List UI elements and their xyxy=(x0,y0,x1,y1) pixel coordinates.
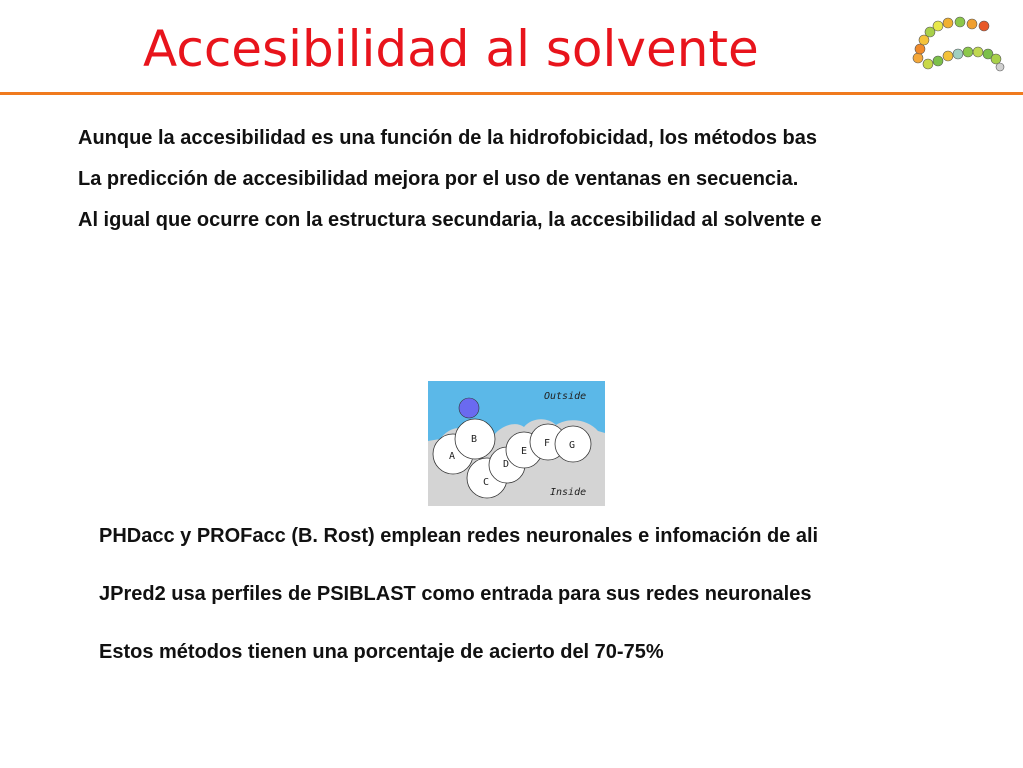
bullet-item: Aunque la accesibilidad es una función de la hidrofobicidad, los métodos bas xyxy=(78,127,818,149)
residue-label: C xyxy=(483,477,490,488)
residue-label: A xyxy=(449,451,456,462)
residue-label: G xyxy=(569,440,576,451)
solvent-accessibility-diagram xyxy=(428,381,605,506)
inside-label: Inside xyxy=(550,487,587,498)
amino-acid-chain-icon xyxy=(908,14,1010,80)
method-item: JPred2 usa perfiles de PSIBLAST como entrada para sus redes neuronales xyxy=(99,583,812,605)
methods-list xyxy=(99,520,1023,668)
title-divider xyxy=(0,92,1023,95)
residue-label: B xyxy=(471,434,478,445)
method-item: Estos métodos tienen una porcentaje de acierto del 70-75% xyxy=(99,641,664,663)
logo-chain xyxy=(913,17,1004,71)
bullet-list xyxy=(78,123,1023,246)
residue-label: D xyxy=(503,459,510,470)
solvent-probe xyxy=(459,398,479,418)
outside-label: Outside xyxy=(544,391,587,402)
bullet-item: Al igual que ocurre con la estructura secundaria, la accesibilidad al solvente e xyxy=(78,209,822,231)
residue-label: E xyxy=(521,446,528,457)
method-item: PHDacc y PROFacc (B. Rost) emplean redes neuronales e infomación de ali xyxy=(99,525,819,547)
residue-label: F xyxy=(544,438,551,449)
bullet-item: La predicción de accesibilidad mejora por el uso de ventanas en secuencia. xyxy=(78,168,799,190)
slide-title: Accesibilidad al solvente xyxy=(143,20,759,78)
